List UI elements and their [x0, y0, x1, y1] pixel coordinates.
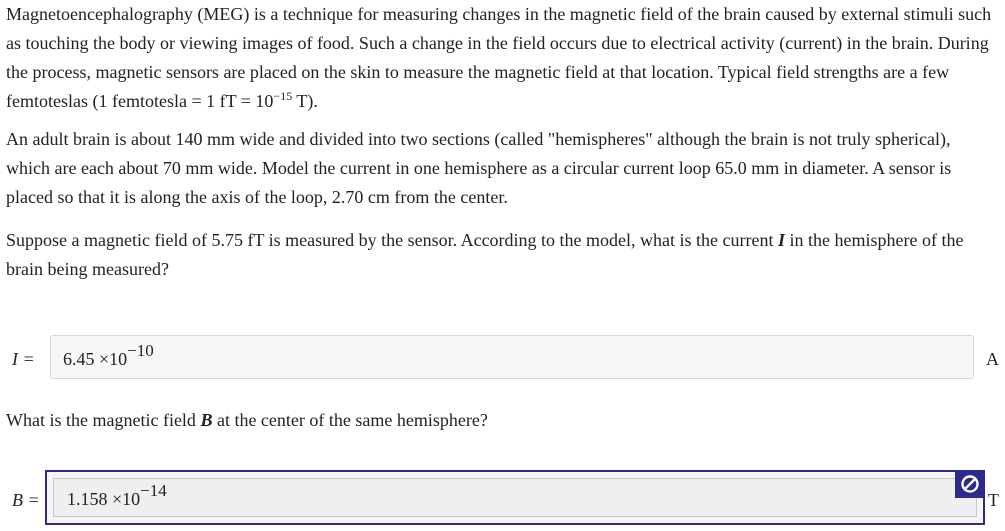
field-variable: B: [200, 410, 213, 430]
intro-text: Magnetoencephalography (MEG) is a technique for measuring changes in the magnetic field of the brain caused by external stimuli such as touching the body or viewing images of food. Such a change in the field occurs due to electrical activity (current) in the brain. During the process, magnetic sensors are placed on the skin to measure the magnetic field at that location. Typical field strengths are a few femtoteslas (1 femtotesla = 1 fT = 10: [6, 4, 992, 111]
field-exponent: −14: [140, 481, 167, 500]
intro-exponent: −15: [273, 89, 293, 103]
current-question-tail: in the hemisphere of the brain being measured?: [6, 230, 964, 279]
current-mantissa: 6.45 ×10: [63, 349, 128, 369]
field-answer-value: [67, 481, 167, 510]
field-answer-label: B =: [12, 490, 40, 510]
question-paragraph-intro: [6, 0, 996, 116]
current-variable: I: [778, 230, 786, 250]
current-answer-row: [0, 335, 1005, 381]
intro-tail: T).: [292, 91, 318, 111]
field-mantissa: 1.158 ×10: [67, 489, 141, 509]
current-answer-value: [63, 341, 154, 370]
field-question-text: What is the magnetic field: [6, 410, 201, 430]
incorrect-slash-icon[interactable]: [955, 470, 985, 498]
current-exponent: −10: [127, 341, 154, 360]
question-paragraph-model: An adult brain is about 140 mm wide and divided into two sections (called "hemispheres" although the brain is not truly spherical), which are each about 70 mm wide. Model the current in one hemisphere as a circular current loop 65.0 mm in diameter. A sensor is placed so that it is along the axis of the loop, 2.70 cm from the center.: [6, 129, 952, 207]
field-question-tail: at the center of the same hemisphere?: [212, 410, 488, 430]
question-paragraph-current: [6, 226, 996, 284]
current-answer-label: I =: [12, 349, 35, 369]
field-answer-field[interactable]: [45, 470, 985, 525]
current-answer-field[interactable]: [50, 335, 974, 379]
field-unit: T: [988, 490, 999, 510]
field-answer-inner: [53, 478, 977, 517]
question-paragraph-field: [6, 406, 996, 435]
current-question-text: Suppose a magnetic field of 5.75 fT is measured by the sensor. According to the model, what is the current: [6, 230, 778, 250]
field-answer-row: [0, 470, 1005, 526]
current-unit: A: [986, 349, 999, 369]
slash-circle-icon: [960, 474, 980, 494]
